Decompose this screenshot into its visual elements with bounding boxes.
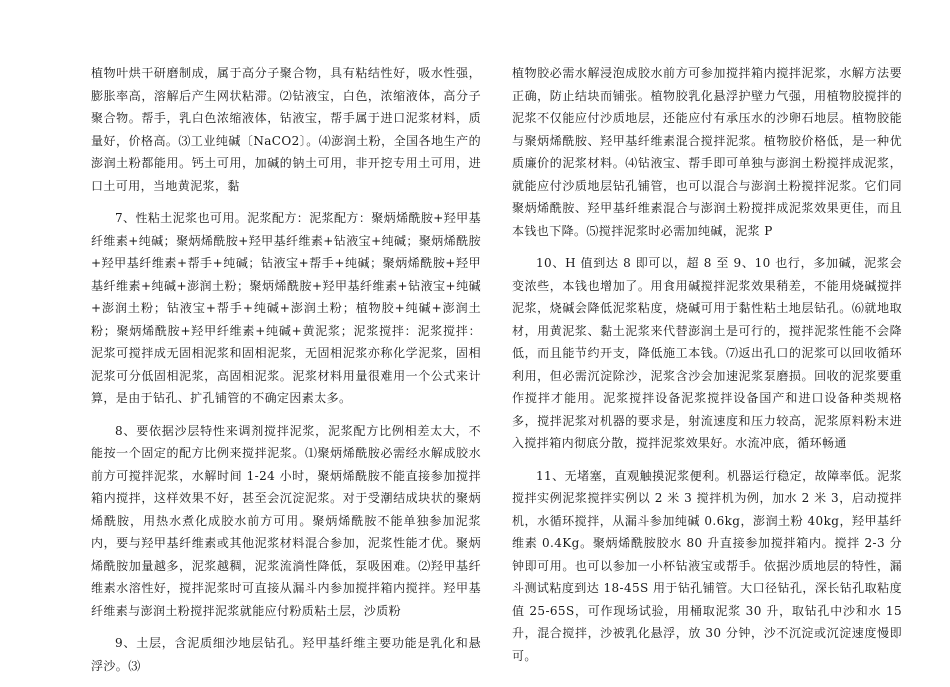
- right-column: [512, 62, 902, 677]
- left-paragraph-2: 7、性粘土泥浆也可用。泥浆配方：泥浆配方：聚炳烯酰胺+羟甲基纤维素+纯碱；聚炳烯酰胺+羟甲基纤维素+钻液宝+纯碱；聚炳烯酰胺+羟甲基纤维素+帮手+纯碱；钻液宝+帮手+纯碱；聚炳烯酰胺+羟甲基纤维素+纯碱+澎润土粉；聚炳烯酰胺+羟甲基纤维素+钻液宝+纯碱+澎润土粉；钻液宝+帮手+纯碱+澎润土粉；植物胶+纯碱+澎润土粉；聚炳烯酰胺+羟甲纤维素+纯碱+黄泥浆；泥浆搅拌：泥浆搅拌：泥浆可搅拌成无固相泥浆和固相泥浆，无固相泥浆亦称化学泥浆，固相泥浆可分低固相泥浆，高固相泥浆。泥浆材料用量很难用一个公式来计算，是由于钻孔、扩孔铺管的不确定因素太多。: [91, 211, 481, 405]
- right-paragraph-1: 植物胶必需水解浸泡成胶水前方可参加搅拌箱内搅拌泥浆，水解方法要正确，防止结块而铺张。植物胶乳化悬浮护壁力气强，用植物胶搅拌的泥浆不仅能应付沙质地层，还能应付有承压水的沙卵石地层。植物胶能与聚炳烯酰胺、羟甲基纤维素混合搅拌泥浆。植物胶价格低，是一种优质廉价的泥浆材料。⑷钻液宝、帮手即可单独与澎润土粉搅拌成泥浆，就能应付沙质地层钻孔铺管，也可以混合与澎润土粉搅拌泥浆。它们同聚炳烯酰胺、羟甲基纤维素混合与澎润土粉搅拌成泥浆效果更佳，而且本钱也下降。⑸搅拌泥浆时必需加纯碱，泥浆 P: [512, 66, 902, 238]
- right-paragraph-2: 10、H 值到达 8 即可以，超 8 至 9、10 也行，多加碱，泥浆会变浓些，本钱也增加了。用食用碱搅拌泥浆效果稍差，不能用烧碱搅拌泥浆，烧碱会降低泥浆粘度，烧碱可用于黏性粘土地层钻孔。⑹就地取材，用黄泥浆、黏土泥浆来代替澎润土是可行的，搅拌泥浆性能不会降低，而且能节约开支，降低施工本钱。⑺返出孔口的泥浆可以回收循环利用，但必需沉淀除沙，泥浆含沙会加速泥浆泵磨损。回收的泥浆要重作搅拌才能用。泥浆搅拌设备泥浆搅拌设备国产和进口设备种类规格多，搅拌泥浆对机器的要求是，射流速度和压力较高，泥浆原料粉末进入搅拌箱内彻底分散，搅拌泥浆效果好。水流冲底，循环畅通: [512, 256, 902, 450]
- left-paragraph-4: 9、土层，含泥质细沙地层钻孔。羟甲基纤维主要功能是乳化和悬浮沙。⑶: [91, 636, 481, 673]
- right-paragraph-3: 11、无堵塞，直观触摸泥浆便利。机器运行稳定，故障率低。泥浆搅拌实例泥浆搅拌实例以 2 米 3 搅拌机为例，加水 2 米 3，启动搅拌机，水循环搅拌，从漏斗参加纯碱 0.6kg，澎润土粉 40kg，羟甲基纤维素 0.4Kg。聚炳烯酰胺胶水 80 升直接参加搅拌箱内。搅拌 2-3 分钟即可用。也可以参加一小杯钻液宝或帮手。依据沙质地层的特性，漏斗测试粘度到达 18-45S 用于钻孔铺管。大口径钻孔，深长钻孔取粘度值 25-65S，可作现场试验，用桶取泥浆 30 升，取钻孔中沙和水 15 升，混合搅拌，沙被乳化悬浮，放 30 分钟，沙不沉淀或沉淀速度慢即可。: [512, 468, 902, 663]
- left-paragraph-1: 植物叶烘干研磨制成，属于高分子聚合物，具有粘结性好，吸水性强，膨胀率高，溶解后产生网状粘滞。⑵钻液宝，白色，浓缩液体，高分子聚合物。帮手，乳白色浓缩液体，钻液宝，帮手属于进口泥浆材料，质量好，价格高。⑶工业纯碱〔NaCO2〕。⑷澎润土粉，全国各地生产的澎润土粉都能用。钙土可用，加碱的钠土可用，非开挖专用土可用，进口土可用，当地黄泥浆，黏: [91, 66, 481, 193]
- left-column: [91, 62, 481, 687]
- left-paragraph-3: 8、要依据沙层特性来调剂搅拌泥浆，泥浆配方比例相差太大，不能按一个固定的配方比例来搅拌泥浆。⑴聚炳烯酰胺必需经水解成胶水前方可搅拌泥浆，水解时间 1-24 小时，聚炳烯酰胺不能直接参加搅拌箱内搅拌，这样效果不好，甚至会沉淀泥浆。对于受潮结成块状的聚炳烯酰胺，用热水煮化成胶水前方可用。聚炳烯酰胺不能单独参加泥浆内，要与羟甲基纤维素或其他泥浆材料混合参加，泥浆性能才优。聚炳烯酰胺加量越多，泥浆越稠，泥浆流淌性降低，泵吸困难。⑵羟甲基纤维素水溶性好，搅拌泥浆时可直接从漏斗内参加搅拌箱内搅拌。羟甲基纤维素与澎润土粉搅拌泥浆就能应付粉质粘土层，沙质粉: [91, 423, 481, 618]
